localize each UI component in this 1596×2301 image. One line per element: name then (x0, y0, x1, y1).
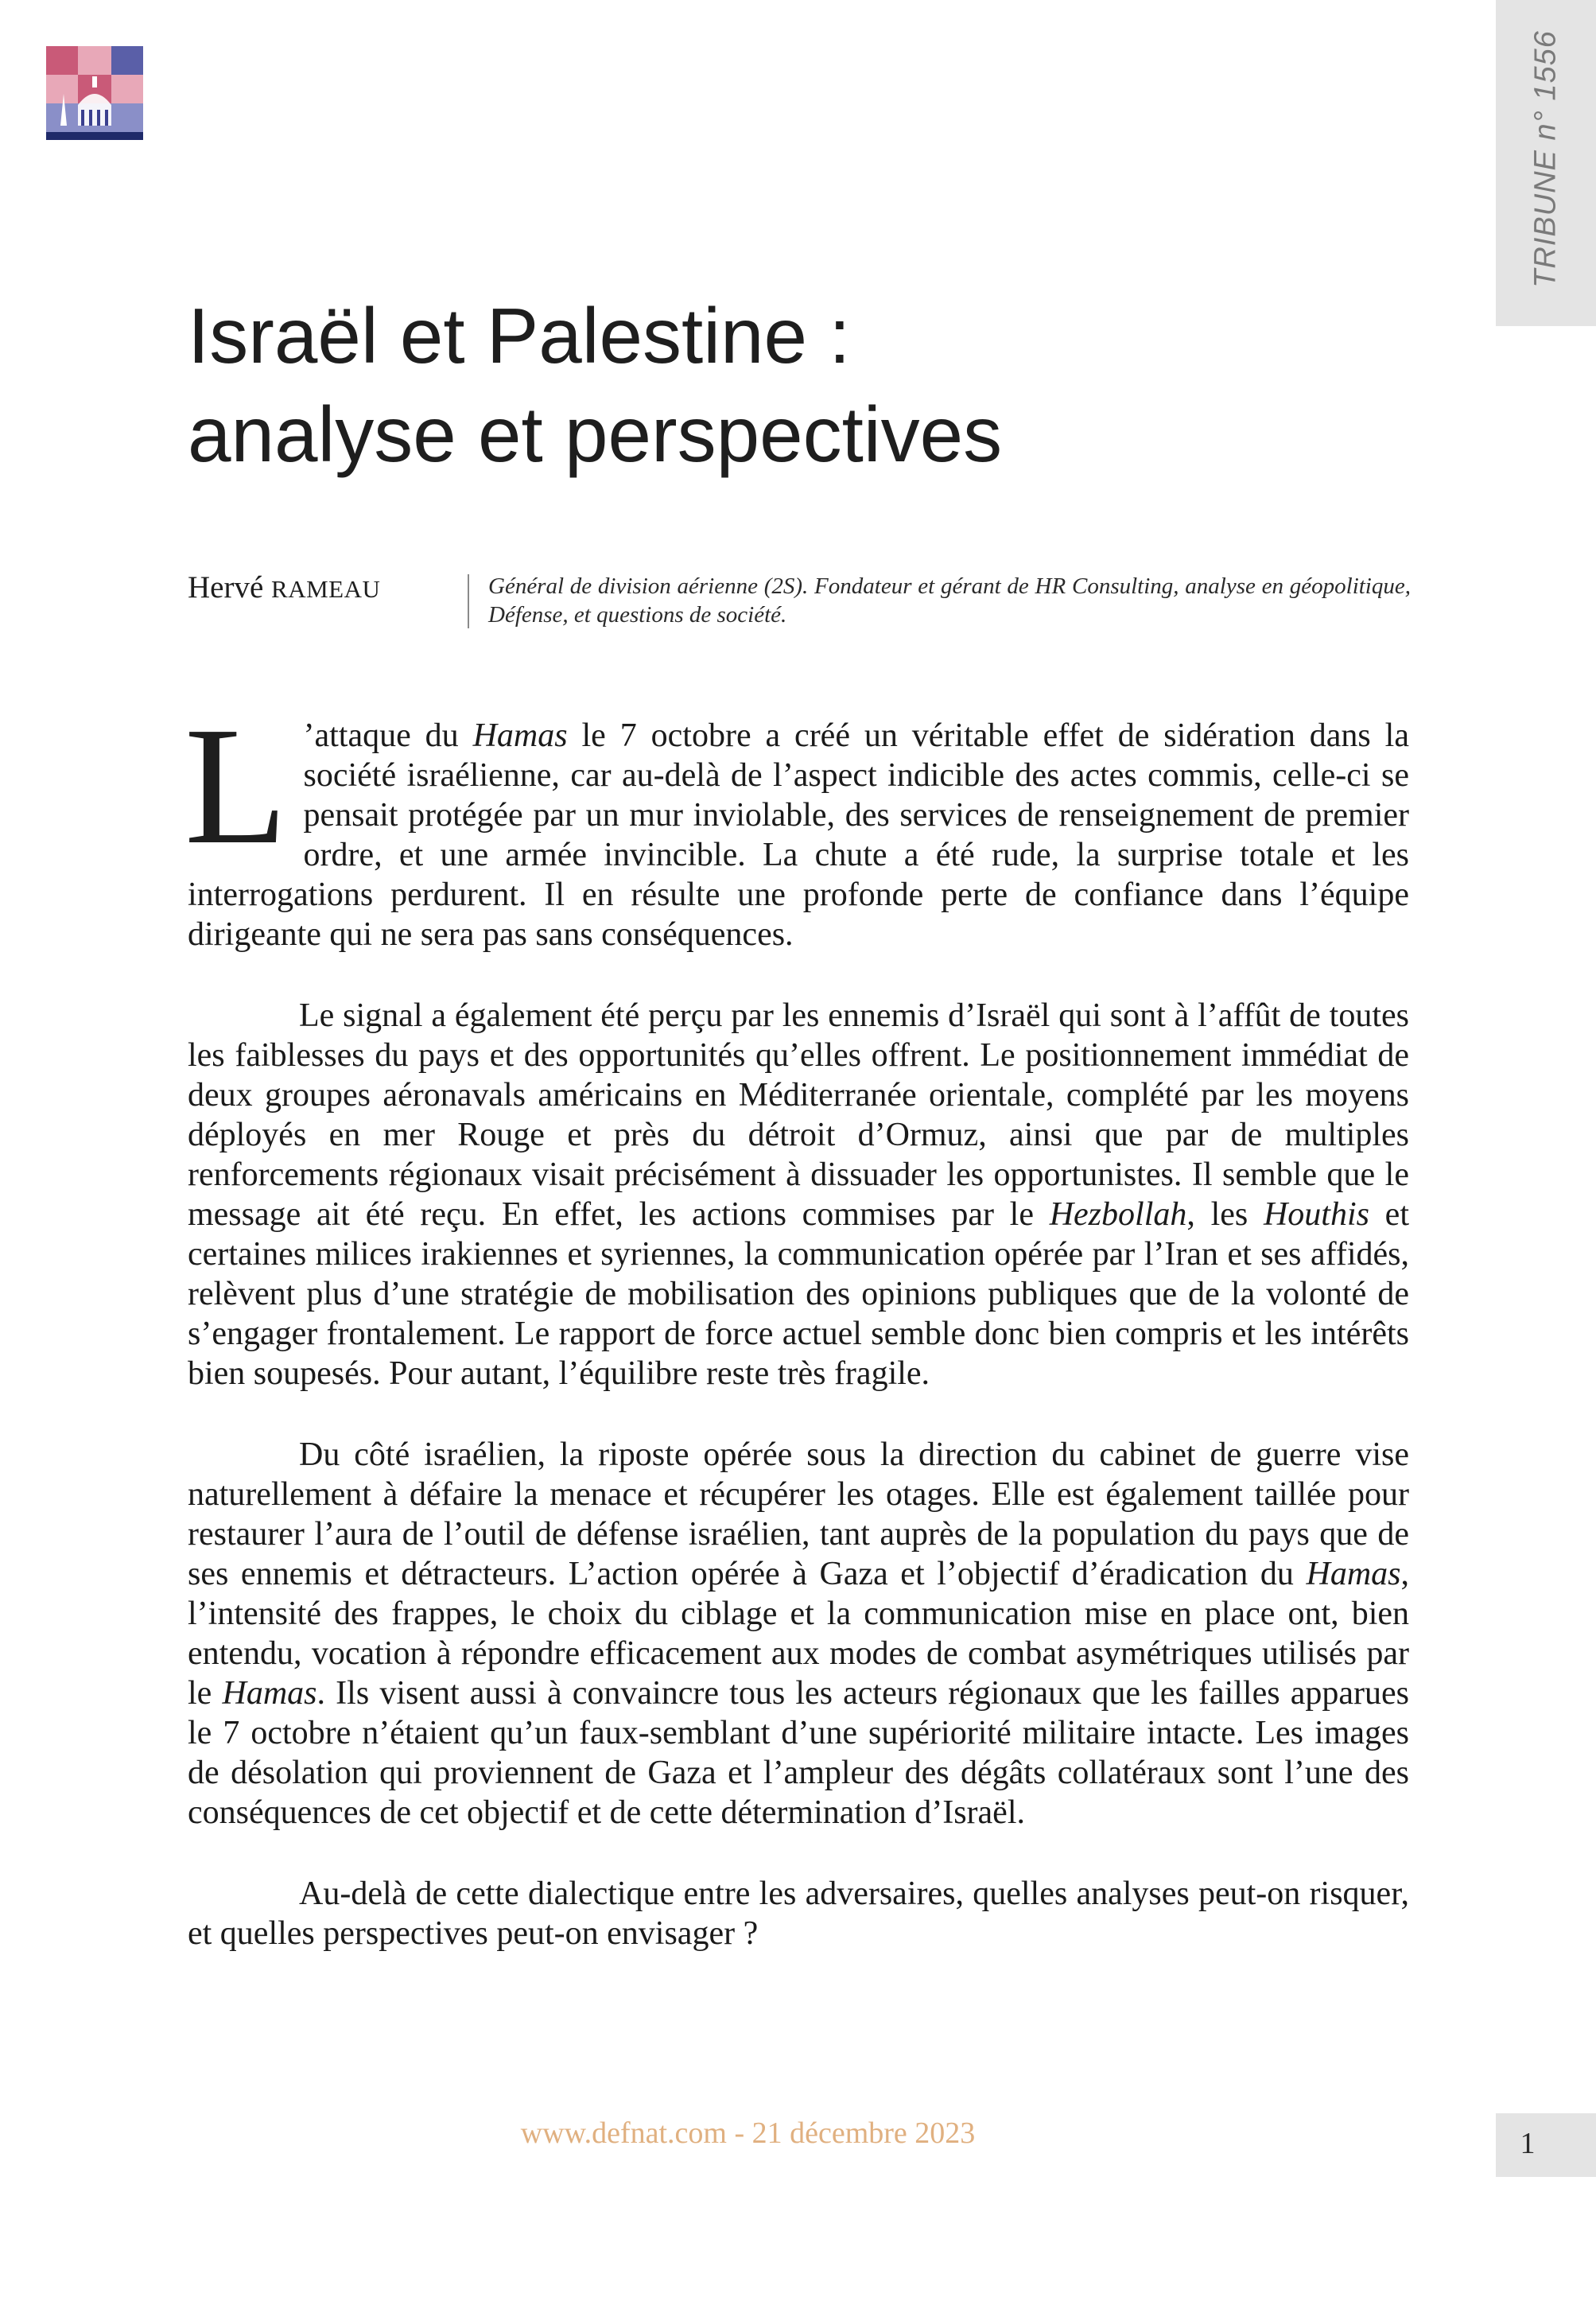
publication-logo (46, 46, 143, 140)
tribune-side-tab (1496, 0, 1596, 326)
tribune-number: TRIBUNE n° 1556 (1528, 30, 1563, 288)
title-line-1: Israël et Palestine : (188, 292, 851, 379)
page-number-tab (1496, 2113, 1596, 2177)
paragraph-1: L ’attaque du Hamas le 7 octobre a créé un véritable effet de sidération dans la société israélienne, car au-delà de l’aspect indicible des actes commis, celle-ci se pensait protégée par un mur inviolable, des services de renseignement de premier ordre, et une armée invincible. La chute a été rude, la surprise totale et les interrogations perdurent. Il en résulte une profonde perte de confiance dans l’équipe dirigeante qui ne sera pas sans conséquences. (184, 692, 1409, 953)
logo-emblem-icon (46, 46, 143, 140)
author-bio: Général de division aérienne (2S). Fondateur et gérant de HR Consulting, analyse en géopolitique, Défense, et questions de société. (488, 573, 1411, 628)
author-name (188, 569, 380, 605)
author-divider (468, 574, 469, 628)
paragraph-3: Du côté israélien, la riposte opérée sous la direction du cabinet de guerre vise naturellement à défaire la menace et récupérer les otages. Elle est également taillée pour restaurer l’aura de l’outil de défense israélien, tant auprès de la population du pays que de ses ennemis et détracteurs. L’action opérée à Gaza et l’objectif d’éradication du Hamas, l’intensité des frappes, le choix du ciblage et la communication mise en place ont, bien entendu, vocation à répondre efficacement aux modes de combat asymétriques utilisés par le Hamas. Ils visent aussi à convaincre tous les acteurs régionaux que les failles apparues le 7 octobre n’étaient qu’un faux-semblant d’une supériorité militaire intacte. Les images de désolation qui proviennent de Gaza et l’ampleur des dégâts collatéraux sont l’une des conséquences de cet objectif et de cette détermination d’Israël. (188, 1436, 1409, 1831)
author-last-name: RAMEAU (271, 575, 381, 603)
paragraph-4: Au-delà de cette dialectique entre les adversaires, quelles analyses peut-on risquer, et quelles perspectives peut-on envisager ? (188, 1875, 1409, 1952)
drop-cap: L (184, 692, 288, 879)
article-body (184, 692, 1409, 1995)
author-first-name: Hervé (188, 570, 264, 604)
page-number: 1 (1520, 2127, 1536, 2160)
title-line-2: analyse et perspectives (188, 391, 1003, 478)
page-title (188, 286, 1380, 484)
footer-url-date[interactable]: www.defnat.com - 21 décembre 2023 (520, 2116, 976, 2150)
paragraph-2: Le signal a également été perçu par les ennemis d’Israël qui sont à l’affût de toutes les faiblesses du pays et des opportunités qu’elles offrent. Le positionnement immédiat de deux groupes aéronavals américains en Méditerranée orientale, complété par les moyens déployés en mer Rouge et près du détroit d’Ormuz, ainsi que par de multiples renforcements régionaux visait précisément à dissuader les opportunistes. Il semble que le message ait été reçu. En effet, les actions commises par le Hezbollah, les Houthis et certaines milices irakiennes et syriennes, la communication opérée par l’Iran et ses affidés, relèvent plus d’une stratégie de mobilisation des opinions publiques que de la volonté de s’engager frontalement. Le rapport de force actuel semble donc bien compris et les intérêts bien soupesés. Pour autant, l’équilibre reste très fragile. (188, 997, 1409, 1392)
